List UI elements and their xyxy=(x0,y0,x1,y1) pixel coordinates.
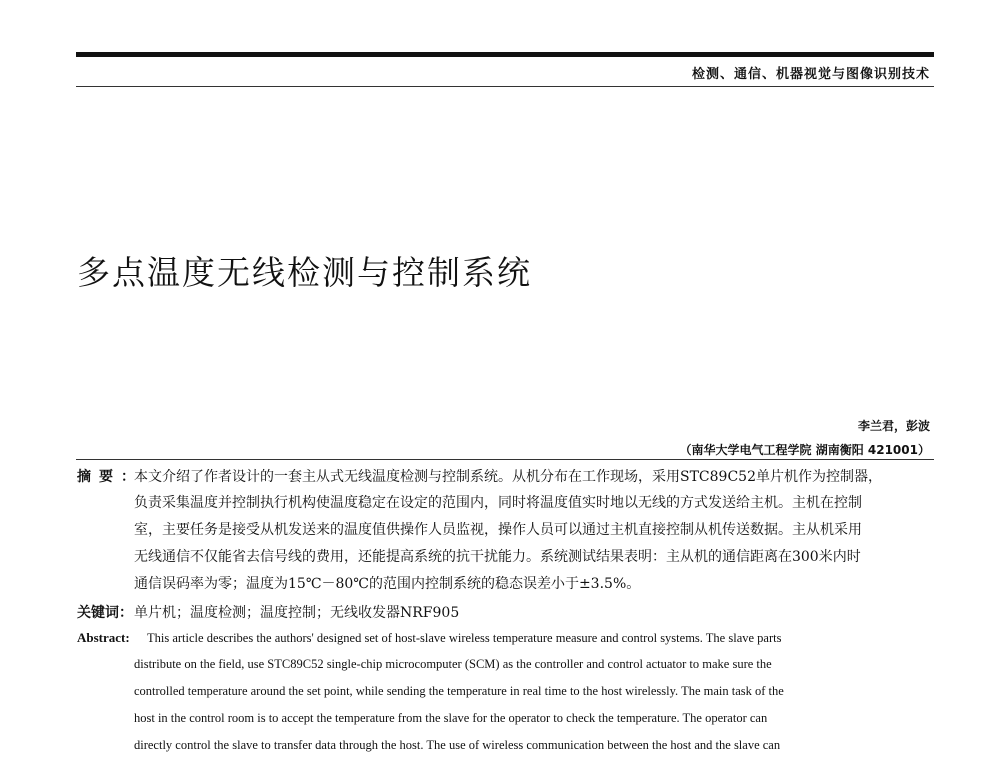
abstract-en-line: host in the control room is to accept the temperature from the slave for the operator to check the temperature. The operator can xyxy=(134,711,768,725)
abstract-cn-label: 摘要： xyxy=(77,469,143,485)
abstract-en-line: This article describes the authors' designed set of host-slave wireless temperature measure and control systems. The slave parts xyxy=(147,631,782,645)
article-authors: 李兰君，彭波 xyxy=(857,419,930,433)
abstract-en-label: Abstract: xyxy=(77,630,130,645)
keywords-cn-label: 关键词： xyxy=(77,605,133,621)
abstract-cn-line: 本文介绍了作者设计的一套主从式无线温度检测与控制系统。从机分布在工作现场，采用STC89C52单片机作为控制器， xyxy=(134,469,882,485)
abstract-cn-line: 室，主要任务是接受从机发送来的温度值供操作人员监视，操作人员可以通过主机直接控制从机传送数据。主从机采用 xyxy=(134,522,862,538)
abstract-cn-line: 负责采集温度并控制执行机构使温度稳定在设定的范围内，同时将温度值实时地以无线的方式发送给主机。主机在控制 xyxy=(134,495,862,511)
journal-section-category: 检测、通信、机器视觉与图像识别技术 xyxy=(691,67,930,82)
header-bottom-rule xyxy=(76,86,934,87)
abstract-en-line: directly control the slave to transfer data through the host. The use of wireless communication between the host and the slave can xyxy=(134,738,781,752)
author-affiliation: （南华大学电气工程学院 湖南衡阳 421001） xyxy=(679,443,930,457)
abstract-cn-line: 通信误码率为零；温度为15℃－80℃的范围内控制系统的稳态误差小于±3.5%。 xyxy=(134,576,641,592)
abstract-en-line: distribute on the field, use STC89C52 single-chip microcomputer (SCM) as the controller and control actuator to make sure the xyxy=(134,657,772,671)
abstract-cn-line: 无线通信不仅能省去信号线的费用，还能提高系统的抗干扰能力。系统测试结果表明：主从机的通信距离在300米内时 xyxy=(134,549,861,565)
header-top-rule xyxy=(76,52,934,57)
abstract-en-line: controlled temperature around the set point, while sending the temperature in real time to the host wirelessly. The main task of the xyxy=(134,684,784,698)
keywords-cn-text: 单片机；温度检测；温度控制；无线收发器NRF905 xyxy=(134,605,460,621)
affiliation-rule xyxy=(76,459,934,460)
article-title: 多点温度无线检测与控制系统 xyxy=(77,253,532,292)
